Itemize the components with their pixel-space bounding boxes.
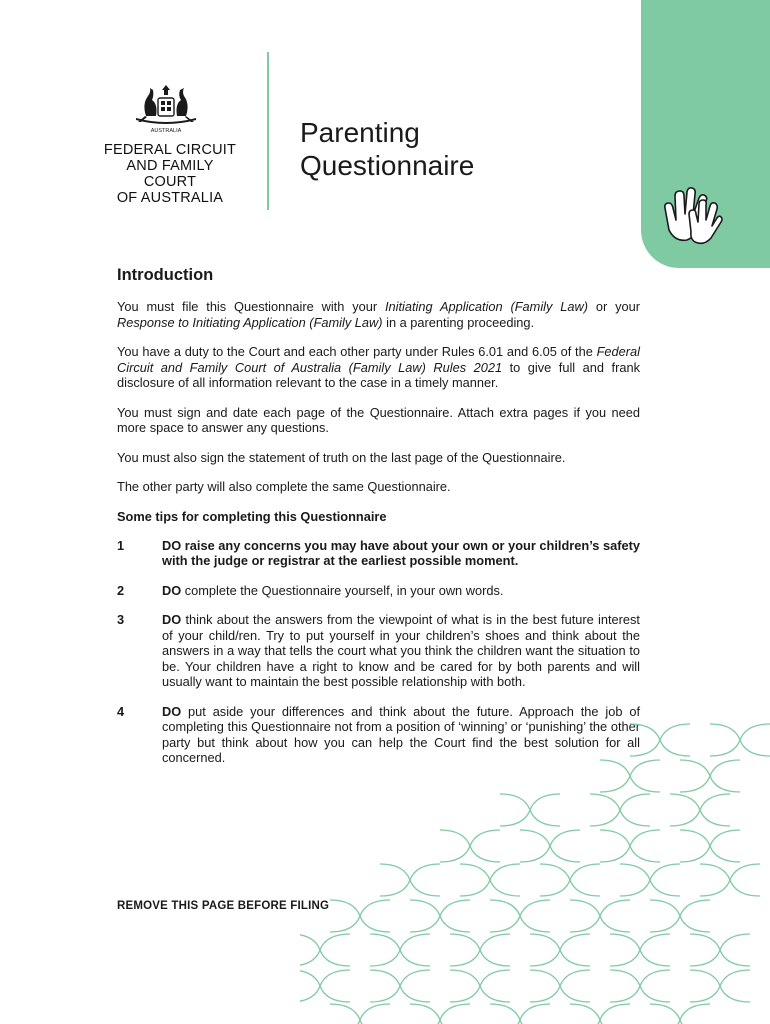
wave-motif	[680, 830, 740, 862]
wave-motif	[520, 830, 580, 862]
wave-motif	[600, 760, 660, 792]
wave-motif	[610, 970, 670, 1002]
wave-motif	[700, 864, 760, 896]
main-content	[117, 266, 640, 780]
wave-motif	[300, 970, 350, 1002]
text-run: You must file this Questionnaire with your	[117, 299, 385, 314]
wave-motif	[330, 1004, 390, 1024]
wave-motif	[570, 1004, 630, 1024]
title-line: Questionnaire	[300, 150, 475, 181]
tip-text	[162, 612, 640, 690]
tip-bold: DO raise any concerns you may have about your own or your children’s safety with the judge or registrar at the earliest possible moment.	[162, 537, 640, 568]
wave-motif	[650, 1004, 710, 1024]
wave-motif	[680, 760, 740, 792]
wave-motif	[330, 900, 390, 932]
header-divider	[267, 52, 269, 210]
intro-paragraph-1	[117, 299, 640, 330]
wave-motif	[530, 970, 590, 1002]
text-run: or your	[588, 299, 641, 314]
tip-bold: DO	[162, 582, 182, 598]
intro-paragraph-3: You must sign and date each page of the Questionnaire. Attach extra pages if you need more space to answer any questions.	[117, 404, 640, 435]
court-name-line: FEDERAL CIRCUIT	[103, 142, 237, 158]
tip-number: 2	[117, 582, 125, 598]
wave-motif	[500, 794, 560, 826]
text-run-italic: Response to Initiating Application (Family Law)	[117, 314, 383, 330]
tips-heading: Some tips for completing this Questionnaire	[117, 508, 387, 524]
intro-paragraph-5: The other party will also complete the same Questionnaire.	[117, 479, 451, 494]
tip-number: 4	[117, 703, 125, 719]
text-run: think about the answers from the viewpoint of what is in the best future interest of your child/ren. Try to put yourself in your children’s shoes and think about the answers in a way that tells the court what you think the children want the situation to be. Your children have a right to know and be cared for by both parents and will usually want to maintain the best possible relationship with both.	[162, 612, 640, 689]
text-run: to give full and frank disclosure of all information relevant to the case in a timely manner.	[117, 359, 640, 390]
wave-motif	[450, 934, 510, 966]
wave-motif	[370, 970, 430, 1002]
wave-motif	[570, 900, 630, 932]
court-name-line: OF AUSTRALIA	[116, 190, 224, 206]
intro-paragraph-4: You must also sign the statement of truth on the last page of the Questionnaire.	[117, 449, 566, 465]
tip-bold: DO	[162, 612, 182, 627]
tip-number: 1	[117, 537, 125, 553]
text-run: in a parenting proceeding.	[382, 314, 535, 330]
wave-motif	[630, 724, 690, 756]
coat-of-arms-icon	[128, 82, 204, 134]
wave-motif	[440, 830, 500, 862]
wave-motif	[610, 934, 670, 966]
court-name-line: AND FAMILY COURT	[126, 158, 214, 190]
tip-item	[117, 612, 640, 690]
wave-motif	[370, 934, 430, 966]
intro-paragraph-2	[117, 344, 640, 391]
wave-motif	[490, 900, 550, 932]
wave-motif	[410, 1004, 470, 1024]
document-title	[300, 116, 474, 182]
tip-number: 3	[117, 612, 125, 627]
wave-motif	[450, 970, 510, 1002]
wave-motif	[690, 970, 750, 1002]
text-run-italic: Federal Circuit and Family Court of Australia (Family Law) Rules 2021	[117, 344, 640, 375]
wave-motif	[710, 724, 770, 756]
text-run: You have a duty to the Court and each other party under Rules 6.01 and 6.05 of the	[117, 344, 597, 359]
text-run: complete the Questionnaire yourself, in your own words.	[181, 582, 504, 598]
tip-bold: DO	[162, 703, 182, 719]
wave-motif	[540, 864, 600, 896]
wave-motif	[650, 900, 710, 932]
text-run: put aside your differences and think about the future. Approach the job of completing this Questionnaire not from a position of ‘winning’ or ‘punishing’ the other party but think about how you can help the Court find the best solution for all concerned.	[162, 703, 640, 765]
wave-motif	[690, 934, 750, 966]
wave-motif	[380, 864, 440, 896]
wave-motif	[590, 794, 650, 826]
text-run-italic: Initiating Application (Family Law)	[384, 299, 589, 314]
decorative-wave-pattern	[300, 720, 770, 1024]
remove-page-note: REMOVE THIS PAGE BEFORE FILING	[117, 900, 330, 912]
wave-motif	[620, 864, 680, 896]
court-name	[100, 142, 240, 206]
wave-motif	[490, 1004, 550, 1024]
tip-item	[117, 583, 640, 599]
crest-label: AUSTRALIA	[150, 128, 182, 134]
wave-motif	[600, 830, 660, 862]
wave-motif	[670, 794, 730, 826]
tip-text	[162, 583, 640, 599]
title-line: Parenting	[300, 117, 420, 148]
tip-item	[117, 538, 640, 569]
hands-icon	[661, 184, 723, 248]
wave-motif	[300, 934, 350, 966]
intro-heading: Introduction	[117, 266, 214, 284]
wave-motif	[410, 900, 470, 932]
tip-text	[162, 538, 640, 569]
wave-motif	[460, 864, 520, 896]
green-corner-tab	[641, 0, 770, 268]
wave-motif	[530, 934, 590, 966]
